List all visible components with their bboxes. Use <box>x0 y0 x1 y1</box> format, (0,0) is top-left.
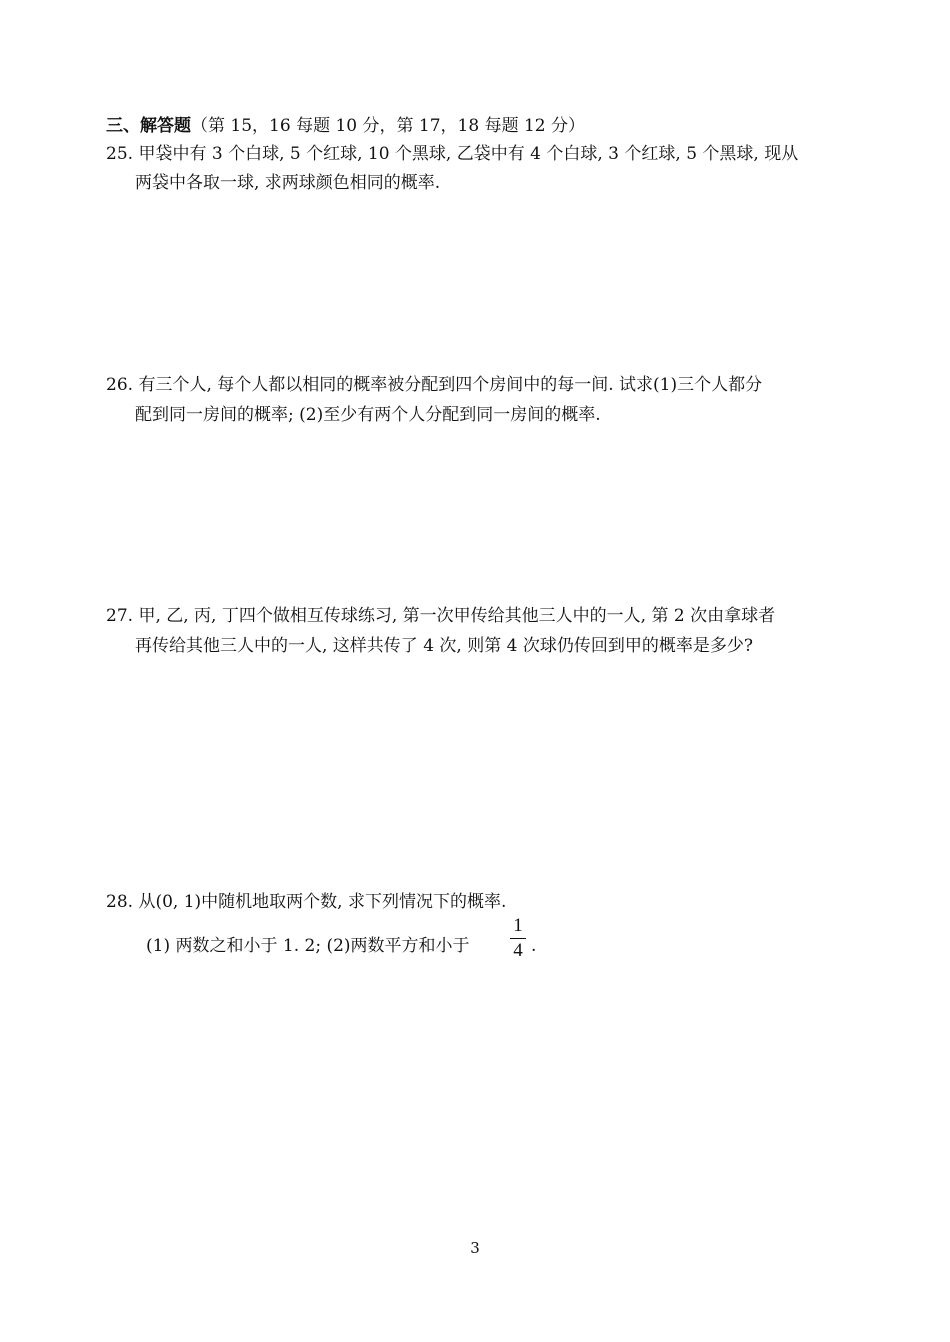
section-note: （第 15，16 每题 10 分，第 17，18 每题 12 分） <box>191 116 586 136</box>
question-25-line-1: 25. 甲袋中有 3 个白球, 5 个红球, 10 个黑球, 乙袋中有 4 个白球, 3 个红球, 5 个黑球, 现从 <box>106 144 799 164</box>
question-28-trailing-period: . <box>531 936 537 956</box>
question-28-subparts: (1) 两数之和小于 1. 2; (2)两数平方和小于 <box>146 936 470 956</box>
question-28-line-2 <box>146 935 470 957</box>
section-title: 三、解答题 <box>106 116 191 136</box>
section-heading <box>106 115 585 137</box>
fraction-one-quarter <box>508 915 528 962</box>
question-26-line-1: 26. 有三个人, 每个人都以相同的概率被分配到四个房间中的每一间. 试求(1)三个人都分 <box>106 375 763 395</box>
fraction-numerator: 1 <box>513 915 523 936</box>
fraction-bar <box>510 938 526 939</box>
question-28-line-1: 28. 从(0, 1)中随机地取两个数, 求下列情况下的概率. <box>106 892 507 912</box>
question-26-line-2: 配到同一房间的概率; (2)至少有两个人分配到同一房间的概率. <box>135 405 601 425</box>
question-27-line-2: 再传给其他三人中的一人, 这样共传了 4 次, 则第 4 次球仍传回到甲的概率是多少? <box>135 636 753 656</box>
question-25-line-2: 两袋中各取一球, 求两球颜色相同的概率. <box>135 173 441 193</box>
fraction-denominator: 4 <box>513 940 523 961</box>
question-27-line-1: 27. 甲, 乙, 丙, 丁四个做相互传球练习, 第一次甲传给其他三人中的一人, 第 2 次由拿球者 <box>106 606 776 626</box>
page-number: 3 <box>470 1239 480 1257</box>
